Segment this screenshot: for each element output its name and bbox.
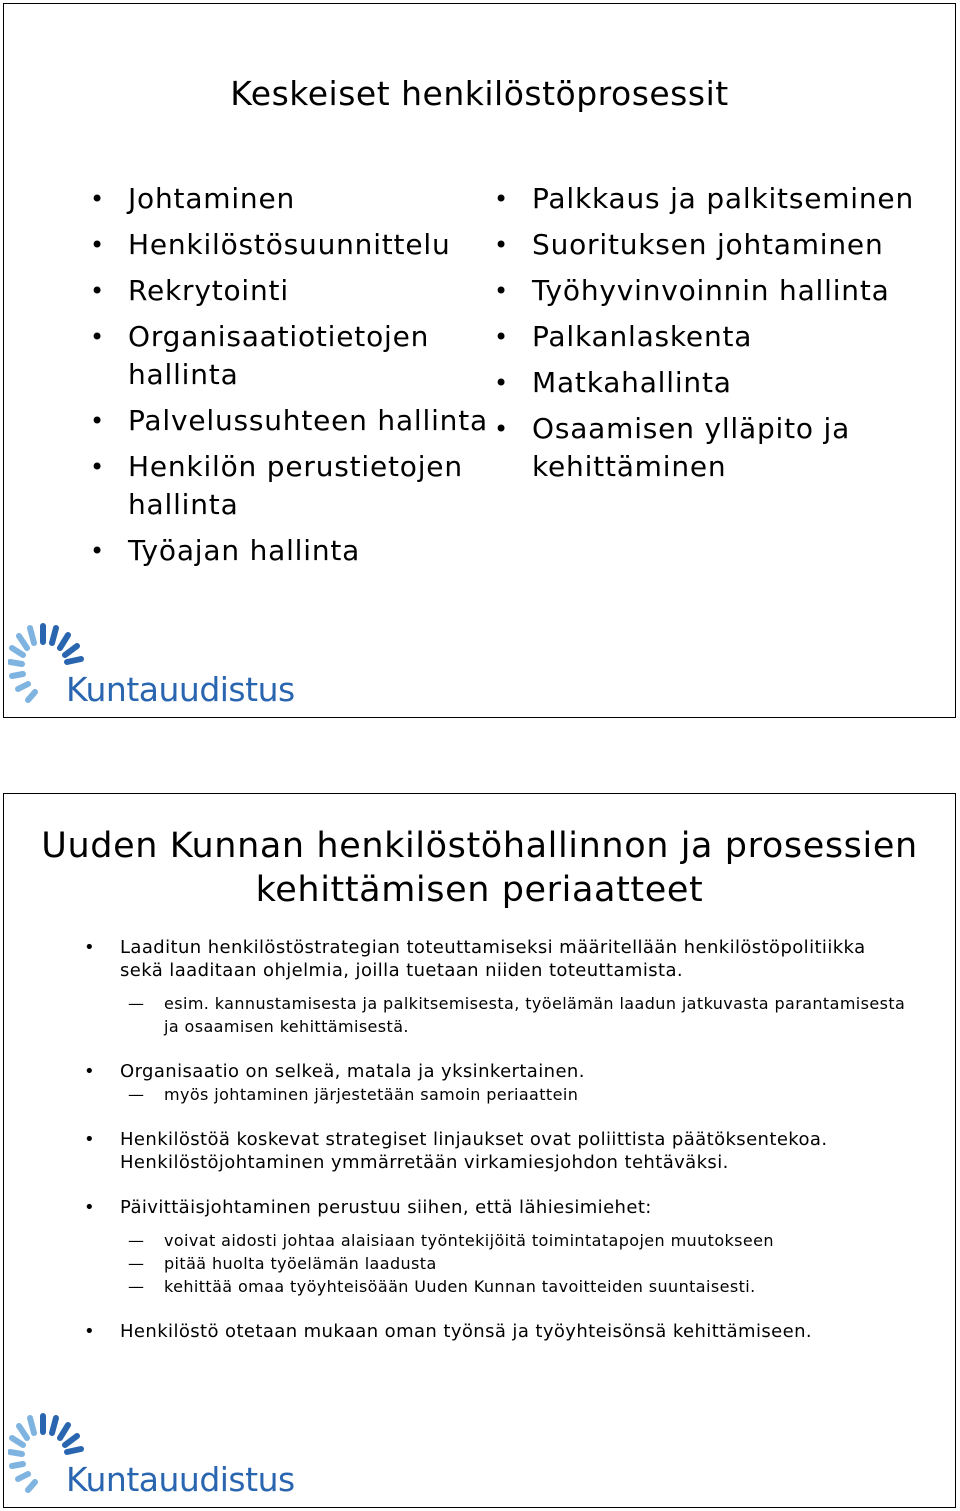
list-item: • Osaamisen ylläpito ja kehittäminen <box>494 410 934 486</box>
list-item: • Työhyvinvoinnin hallinta <box>494 272 934 310</box>
list-item: • Työajan hallinta <box>90 532 500 570</box>
bullet-item: • Henkilöstöä koskevat strategiset linjaukset ovat poliittista päätöksentekoa. Henkilöstöjohtaminen ymmärretään virkamiesjohdon tehtäväksi. <box>84 1128 914 1174</box>
list-item: • Organisaatiotietojen hallinta <box>90 318 500 394</box>
slide-processes <box>3 3 956 718</box>
slide2-title: Uuden Kunnan henkilöstöhallinnon ja prosessien kehittämisen periaatteet <box>41 826 918 910</box>
list-item: • Henkilön perustietojen hallinta <box>90 448 500 524</box>
kuntauudistus-logo <box>8 1412 298 1502</box>
sub-item: — kehittää omaa työyhteisöään Uuden Kunnan tavoitteiden suuntaisesti. <box>84 1275 914 1298</box>
logo-text: Kuntauudistus <box>66 1460 295 1499</box>
kuntauudistus-logo <box>8 622 298 712</box>
list-item: • Palkanlaskenta <box>494 318 934 356</box>
bullet-item: • Organisaatio on selkeä, matala ja yksinkertainen. <box>84 1060 914 1083</box>
sub-item: — pitää huolta työelämän laadusta <box>84 1252 914 1275</box>
list-item: • Palvelussuhteen hallinta <box>90 402 500 440</box>
principles-body <box>84 936 914 1343</box>
list-item: • Matkahallinta <box>494 364 934 402</box>
slide-principles <box>3 793 956 1508</box>
list-item: • Suorituksen johtaminen <box>494 226 934 264</box>
logo-text: Kuntauudistus <box>66 670 295 709</box>
bullet-item: • Laaditun henkilöstöstrategian toteuttamiseksi määritellään henkilöstöpolitiikka sekä laaditaan ohjelmia, joilla tuetaan niiden toteuttamista. <box>84 936 914 982</box>
list-item: • Henkilöstösuunnittelu <box>90 226 500 264</box>
process-list-right <box>494 180 934 494</box>
list-item: • Johtaminen <box>90 180 500 218</box>
sub-item: — esim. kannustamisesta ja palkitsemisesta, työelämän laadun jatkuvasta parantamisesta ja osaamisen kehittämisestä. <box>84 992 914 1038</box>
list-item: • Palkkaus ja palkitseminen <box>494 180 934 218</box>
list-item: • Rekrytointi <box>90 272 500 310</box>
process-list-left <box>90 180 500 578</box>
sub-item: — myös johtaminen järjestetään samoin periaattein <box>84 1083 914 1106</box>
bullet-item: • Henkilöstö otetaan mukaan oman työnsä ja työyhteisönsä kehittämiseen. <box>84 1320 914 1343</box>
bullet-item: • Päivittäisjohtaminen perustuu siihen, että lähiesimiehet: <box>84 1196 914 1219</box>
sub-item: — voivat aidosti johtaa alaisiaan työntekijöitä toimintatapojen muutokseen <box>84 1229 914 1252</box>
slide1-title: Keskeiset henkilöstöprosessit <box>230 74 729 113</box>
